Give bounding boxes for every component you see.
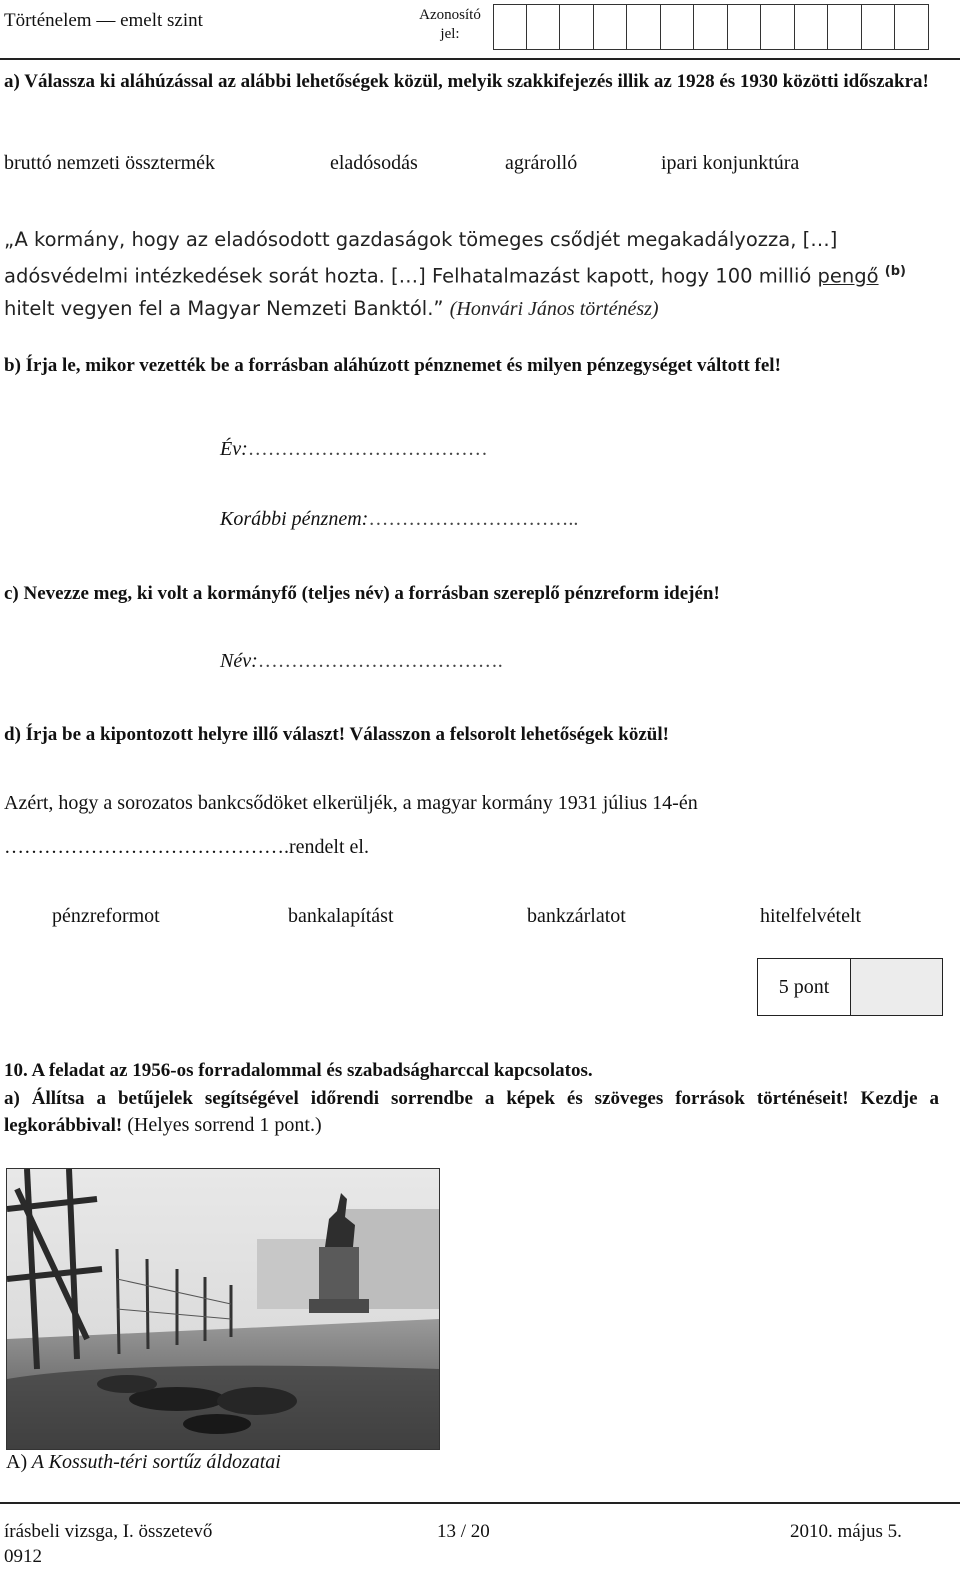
source-underlined-currency: pengő: [817, 264, 879, 288]
caption-text: A Kossuth-téri sortűz áldozatai: [27, 1451, 281, 1473]
id-box[interactable]: [594, 4, 628, 50]
footer-page-number: 13 / 20: [437, 1521, 490, 1542]
id-box[interactable]: [895, 4, 929, 50]
id-box[interactable]: [862, 4, 896, 50]
id-box[interactable]: [761, 4, 795, 50]
name-label: Név:: [220, 650, 258, 672]
footer-date: 2010. május 5.: [790, 1521, 902, 1542]
question-a: a) Válassza ki aláhúzással az alábbi lehetőségek közül, melyik szakkifejezés illik az 1928 és 1930 közötti időszakra!: [4, 71, 929, 92]
id-box[interactable]: [560, 4, 594, 50]
option-d-2: bankalapítást: [288, 905, 394, 927]
footer-rule: [0, 1502, 960, 1504]
question-b: b) Írja le, mikor vezették be a forrásban aláhúzott pénznemet és milyen pénzegységet váltott fel!: [4, 355, 781, 376]
header-title: Történelem — emelt szint: [4, 10, 203, 31]
score-input[interactable]: [851, 959, 942, 1015]
source-text-2: hitelt vegyen fel a Magyar Nemzeti Banktól.”: [4, 296, 444, 320]
id-box[interactable]: [795, 4, 829, 50]
task10-question-bold: a) Állítsa a betűjelek segítségével időrendi sorrendbe a képek és szöveges források történéseit! Kezdje a legkorábbival!: [4, 1088, 939, 1136]
option-d-4: hitelfelvételt: [760, 905, 862, 927]
id-label-line1: Azonosító: [419, 7, 481, 23]
year-label: Év:: [220, 438, 248, 460]
question-d: d) Írja be a kipontozott helyre illő választ! Válasszon a felsorolt lehetőségek közül!: [4, 724, 669, 745]
footer-code: 0912: [4, 1546, 42, 1567]
task10-question: [4, 1085, 939, 1139]
name-dots: ……………………………….: [257, 650, 503, 672]
id-code-boxes: [493, 4, 929, 50]
task10-title: 10. A feladat az 1956-os forradalommal és szabadságharccal kapcsolatos.: [4, 1060, 593, 1081]
photo-caption: [6, 1451, 281, 1474]
question-c: c) Nevezze meg, ki volt a kormányfő (teljes név) a forrásban szereplő pénzreform idején!: [4, 583, 720, 604]
kossuth-square-photo: [6, 1168, 440, 1450]
id-box[interactable]: [527, 4, 561, 50]
id-box[interactable]: [493, 4, 527, 50]
id-box[interactable]: [828, 4, 862, 50]
id-box[interactable]: [694, 4, 728, 50]
name-field[interactable]: [220, 650, 503, 673]
d-answer-blank[interactable]: …………………………………….rendelt el.: [4, 836, 369, 858]
footer-left: írásbeli vizsga, I. összetevő: [4, 1521, 213, 1542]
option-a-1[interactable]: bruttó nemzeti össztermék: [4, 152, 216, 174]
source-quote: [4, 224, 939, 325]
score-box: [757, 958, 943, 1016]
score-label: 5 pont: [758, 959, 851, 1015]
source-marker: (b): [884, 264, 906, 279]
id-box[interactable]: [627, 4, 661, 50]
task10-question-note: (Helyes sorrend 1 pont.): [122, 1114, 322, 1136]
id-label-line2: jel:: [440, 26, 460, 42]
id-box[interactable]: [661, 4, 695, 50]
previous-currency-field[interactable]: [220, 508, 578, 531]
option-a-3[interactable]: agrárolló: [505, 152, 578, 174]
id-label: [410, 6, 490, 44]
year-field[interactable]: [220, 438, 488, 461]
previous-currency-label: Korábbi pénznem:: [220, 508, 369, 530]
source-text-1: „A kormány, hogy az eladósodott gazdaságok tömeges csődjét megakadályozza, […] adósvédelmi intézkedések sorát hozta. […] Felhatalmazást kapott, hogy 100 millió: [4, 228, 838, 288]
d-sentence-1: Azért, hogy a sorozatos bankcsődöket elkerüljék, a magyar kormány 1931 július 14-én: [4, 792, 698, 814]
photo-illustration: [7, 1169, 439, 1449]
option-a-4[interactable]: ipari konjunktúra: [661, 152, 800, 174]
option-a-2[interactable]: eladósodás: [330, 152, 418, 174]
previous-currency-dots: …………………………..: [368, 508, 579, 530]
id-box[interactable]: [728, 4, 762, 50]
header-rule: [0, 58, 960, 60]
option-d-1: pénzreformot: [52, 905, 160, 927]
caption-letter: A): [6, 1451, 28, 1473]
option-d-3: bankzárlatot: [527, 905, 626, 927]
source-attribution: (Honvári János történész): [449, 297, 659, 320]
year-dots: ………………………………: [247, 438, 488, 460]
